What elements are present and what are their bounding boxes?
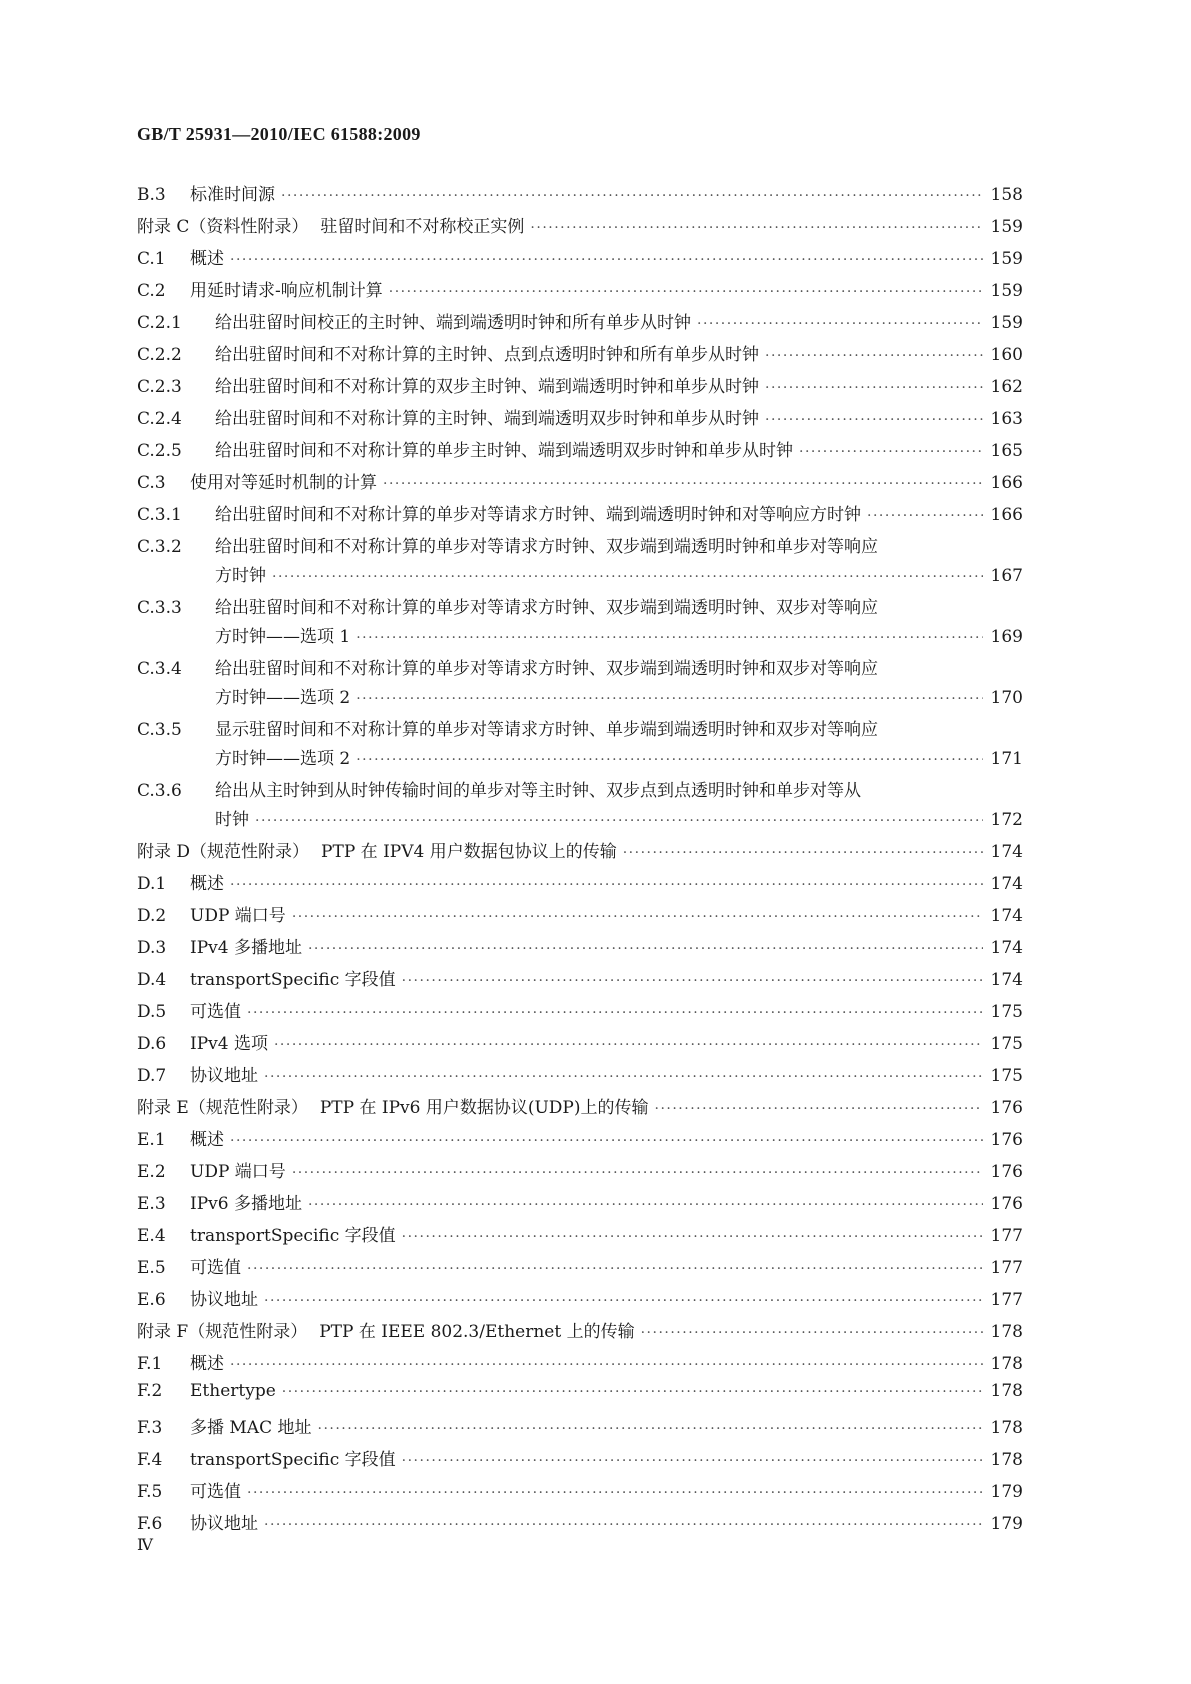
dot-leader xyxy=(530,220,983,236)
toc-entry-page: 165 xyxy=(990,441,1023,461)
toc-entry-e-2[interactable] xyxy=(137,1157,1023,1186)
toc-entry-title: 协议地址 xyxy=(190,1066,258,1086)
toc-entry-title: 概述 xyxy=(190,874,224,894)
toc-entry-d-2[interactable] xyxy=(137,901,1023,930)
toc-entry-number: C.2.2 xyxy=(137,345,182,365)
toc-entry-title-continued: 方时钟——选项 1 xyxy=(215,627,351,647)
toc-entry-page: 163 xyxy=(990,409,1023,429)
toc-entry-f-1[interactable] xyxy=(137,1349,1023,1378)
toc-entry-title: 给出驻留时间和不对称计算的单步主时钟、端到端透明双步时钟和单步从时钟 xyxy=(215,441,793,461)
toc-entry-c-2-4[interactable] xyxy=(137,404,1023,433)
toc-entry-title: 驻留时间和不对称校正实例 xyxy=(320,217,525,237)
toc-entry-e-5[interactable] xyxy=(137,1253,1023,1282)
dot-leader xyxy=(765,412,983,428)
toc-entry-c-2-3[interactable] xyxy=(137,372,1023,401)
toc-entry-d-4[interactable] xyxy=(137,965,1023,994)
toc-entry-c-1[interactable] xyxy=(137,244,1023,273)
toc-entry-number: D.6 xyxy=(137,1034,167,1054)
toc-entry-number: C.2.5 xyxy=(137,441,182,461)
toc-entry-title-continued: 时钟 xyxy=(215,810,249,830)
dot-leader xyxy=(641,1325,983,1341)
toc-entry-title: 标准时间源 xyxy=(190,185,275,205)
toc-entry-number: C.3 xyxy=(137,473,166,493)
toc-entry-page: 159 xyxy=(990,313,1023,333)
toc-entry-title: 显示驻留时间和不对称计算的单步对等请求方时钟、单步端到端透明时钟和双步对等响应 xyxy=(215,720,878,740)
toc-entry-page: 174 xyxy=(990,970,1023,990)
toc-entry-f[interactable] xyxy=(137,1317,1023,1346)
toc-entry-number: C.3.6 xyxy=(137,781,182,801)
toc-entry-e-6[interactable] xyxy=(137,1285,1023,1314)
toc-entry-page: 171 xyxy=(990,749,1023,769)
toc-entry-c[interactable] xyxy=(137,212,1023,241)
toc-entry-title: 给出驻留时间和不对称计算的单步对等请求方时钟、双步端到端透明时钟和双步对等响应 xyxy=(215,659,878,679)
toc-entry-number: F.2 xyxy=(137,1381,163,1401)
dot-leader xyxy=(230,1133,983,1149)
toc-entry-number: F.1 xyxy=(137,1354,163,1374)
toc-entry-page: 175 xyxy=(990,1034,1023,1054)
toc-entry-page: 179 xyxy=(990,1482,1023,1502)
toc-entry-title: PTP 在 IPv6 用户数据协议(UDP)上的传输 xyxy=(319,1098,649,1118)
toc-entry-page: 159 xyxy=(990,217,1023,237)
toc-entry-c-3-5[interactable] xyxy=(137,715,1023,773)
toc-entry-number: C.2.1 xyxy=(137,313,182,333)
toc-entry-title: 概述 xyxy=(190,249,224,269)
toc-entry-page: 177 xyxy=(990,1226,1023,1246)
toc-entry-page: 166 xyxy=(990,473,1023,493)
document-header: GB/T 25931—2010/IEC 61588:2009 xyxy=(137,124,421,144)
toc-entry-title: Ethertype xyxy=(190,1381,276,1401)
dot-leader xyxy=(765,348,983,364)
dot-leader xyxy=(402,973,983,989)
dot-leader xyxy=(799,444,983,460)
toc-entry-d[interactable] xyxy=(137,837,1023,866)
toc-entry-d-1[interactable] xyxy=(137,869,1023,898)
toc-entry-title: 给出从主时钟到从时钟传输时间的单步对等主时钟、双步点到点透明时钟和单步对等从 xyxy=(215,781,861,801)
toc-entry-page: 178 xyxy=(990,1354,1023,1374)
dot-leader xyxy=(356,630,983,646)
dot-leader xyxy=(282,1384,983,1400)
dot-leader xyxy=(274,1037,983,1053)
toc-entry-d-5[interactable] xyxy=(137,997,1023,1026)
toc-entry-number: C.2.4 xyxy=(137,409,182,429)
toc-entry-title: 概述 xyxy=(190,1354,224,1374)
toc-entry-title-continued: 方时钟——选项 2 xyxy=(215,749,351,769)
toc-entry-number: C.3.5 xyxy=(137,720,182,740)
dot-leader xyxy=(230,252,983,268)
toc-entry-number: C.3.2 xyxy=(137,537,182,557)
toc-entry-page: 158 xyxy=(990,185,1023,205)
dot-leader xyxy=(697,316,983,332)
toc-entry-page: 178 xyxy=(990,1450,1023,1470)
dot-leader xyxy=(655,1101,984,1117)
toc-entry-page: 169 xyxy=(990,627,1023,647)
toc-entry-number: 附录 C（资料性附录） xyxy=(137,217,309,237)
toc-entry-number: C.1 xyxy=(137,249,166,269)
toc-entry-c-2[interactable] xyxy=(137,276,1023,305)
dot-leader xyxy=(272,569,983,585)
toc-entry-number: 附录 E（规范性附录） xyxy=(137,1098,308,1118)
toc-entry-title: 用延时请求-响应机制计算 xyxy=(190,281,383,301)
toc-entry-page: 174 xyxy=(990,842,1023,862)
toc-entry-title: 协议地址 xyxy=(190,1514,258,1534)
toc-entry-number: D.5 xyxy=(137,1002,167,1022)
toc-entry-e[interactable] xyxy=(137,1093,1023,1122)
toc-entry-page: 177 xyxy=(990,1258,1023,1278)
toc-entry-title: 多播 MAC 地址 xyxy=(190,1418,312,1438)
toc-entry-page: 176 xyxy=(990,1130,1023,1150)
toc-entry-title-continued: 方时钟——选项 2 xyxy=(215,688,351,708)
dot-leader xyxy=(389,284,983,300)
toc-entry-title: 使用对等延时机制的计算 xyxy=(190,473,377,493)
toc-entry-page: 176 xyxy=(990,1162,1023,1182)
toc-entry-number: C.3.4 xyxy=(137,659,182,679)
toc-entry-title: 给出驻留时间和不对称计算的主时钟、点到点透明时钟和所有单步从时钟 xyxy=(215,345,759,365)
toc-entry-title: 给出驻留时间和不对称计算的主时钟、端到端透明双步时钟和单步从时钟 xyxy=(215,409,759,429)
toc-entry-title: 给出驻留时间校正的主时钟、端到端透明时钟和所有单步从时钟 xyxy=(215,313,691,333)
toc-entry-number: D.7 xyxy=(137,1066,167,1086)
toc-entry-number: F.3 xyxy=(137,1418,163,1438)
toc-entry-number: 附录 D（规范性附录） xyxy=(137,842,310,862)
toc-entry-page: 174 xyxy=(990,938,1023,958)
toc-entry-title: IPv4 选项 xyxy=(190,1034,268,1054)
toc-entry-number: F.6 xyxy=(137,1514,163,1534)
toc-entry-number: C.3.3 xyxy=(137,598,182,618)
toc-entry-number: D.3 xyxy=(137,938,167,958)
toc-entry-title: IPv4 多播地址 xyxy=(190,938,302,958)
toc-entry-number: E.3 xyxy=(137,1194,166,1214)
toc-entry-e-4[interactable] xyxy=(137,1221,1023,1250)
dot-leader xyxy=(308,1197,983,1213)
dot-leader xyxy=(402,1453,983,1469)
toc-entry-title: 协议地址 xyxy=(190,1290,258,1310)
toc-entry-c-3-4[interactable] xyxy=(137,654,1023,712)
toc-entry-c-2-1[interactable] xyxy=(137,308,1023,337)
toc-entry-page: 170 xyxy=(990,688,1023,708)
toc-entry-number: E.2 xyxy=(137,1162,166,1182)
dot-leader xyxy=(281,188,983,204)
toc-entry-c-3[interactable] xyxy=(137,468,1023,497)
toc-entry-page: 179 xyxy=(990,1514,1023,1534)
toc-entry-e-3[interactable] xyxy=(137,1189,1023,1218)
dot-leader xyxy=(264,1293,983,1309)
toc-entry-number: E.1 xyxy=(137,1130,166,1150)
toc-entry-number: 附录 F（规范性附录） xyxy=(137,1322,308,1342)
toc-entry-f-4[interactable] xyxy=(137,1445,1023,1474)
toc-entry-page: 159 xyxy=(990,249,1023,269)
toc-entry-number: B.3 xyxy=(137,185,166,205)
toc-entry-number: D.1 xyxy=(137,874,167,894)
toc-entry-c-3-1[interactable] xyxy=(137,500,1023,529)
dot-leader xyxy=(318,1421,984,1437)
toc-entry-page: 177 xyxy=(990,1290,1023,1310)
toc-entry-d-3[interactable] xyxy=(137,933,1023,962)
toc-entry-page: 159 xyxy=(990,281,1023,301)
toc-entry-number: C.3.1 xyxy=(137,505,182,525)
dot-leader xyxy=(264,1069,983,1085)
toc-entry-number: C.2.3 xyxy=(137,377,182,397)
dot-leader xyxy=(247,1261,983,1277)
toc-entry-f-3[interactable] xyxy=(137,1413,1023,1442)
toc-entry-d-7[interactable] xyxy=(137,1061,1023,1090)
toc-entry-number: C.2 xyxy=(137,281,166,301)
toc-entry-b-3[interactable] xyxy=(137,180,1023,209)
dot-leader xyxy=(356,752,983,768)
toc-entry-title: 给出驻留时间和不对称计算的单步对等请求方时钟、端到端透明时钟和对等响应方时钟 xyxy=(215,505,861,525)
toc-entry-number: E.4 xyxy=(137,1226,166,1246)
toc-entry-title: 给出驻留时间和不对称计算的双步主时钟、端到端透明时钟和单步从时钟 xyxy=(215,377,759,397)
toc-entry-title: 可选值 xyxy=(190,1258,241,1278)
toc-entry-title: 概述 xyxy=(190,1130,224,1150)
toc-entry-title: transportSpecific 字段值 xyxy=(190,1226,396,1246)
toc-entry-title: IPv6 多播地址 xyxy=(190,1194,302,1214)
toc-entry-number: E.6 xyxy=(137,1290,166,1310)
toc-entry-number: F.4 xyxy=(137,1450,163,1470)
toc-entry-title: 给出驻留时间和不对称计算的单步对等请求方时钟、双步端到端透明时钟和单步对等响应 xyxy=(215,537,878,557)
toc-entry-page: 166 xyxy=(990,505,1023,525)
toc-entry-c-3-2[interactable] xyxy=(137,532,1023,590)
toc-entry-page: 175 xyxy=(990,1002,1023,1022)
toc-entry-d-6[interactable] xyxy=(137,1029,1023,1058)
toc-entry-title: PTP 在 IEEE 802.3/Ethernet 上的传输 xyxy=(319,1322,635,1342)
dot-leader xyxy=(383,476,983,492)
toc-entry-page: 176 xyxy=(990,1194,1023,1214)
toc-entry-title: 可选值 xyxy=(190,1002,241,1022)
dot-leader xyxy=(308,941,983,957)
toc-entry-title: PTP 在 IPV4 用户数据包协议上的传输 xyxy=(321,842,617,862)
dot-leader xyxy=(867,508,983,524)
toc-entry-c-3-3[interactable] xyxy=(137,593,1023,651)
toc-entry-title-continued: 方时钟 xyxy=(215,566,266,586)
toc-entry-e-1[interactable] xyxy=(137,1125,1023,1154)
dot-leader xyxy=(402,1229,983,1245)
dot-leader xyxy=(247,1005,983,1021)
dot-leader xyxy=(255,813,983,829)
toc-entry-page: 178 xyxy=(990,1322,1023,1342)
toc-entry-title: 可选值 xyxy=(190,1482,241,1502)
toc-entry-f-5[interactable] xyxy=(137,1477,1023,1506)
dot-leader xyxy=(356,691,983,707)
dot-leader xyxy=(230,1357,983,1373)
table-of-contents xyxy=(137,180,1023,1541)
toc-entry-number: D.2 xyxy=(137,906,167,926)
toc-entry-f-6[interactable] xyxy=(137,1509,1023,1538)
dot-leader xyxy=(765,380,983,396)
toc-entry-page: 172 xyxy=(990,810,1023,830)
dot-leader xyxy=(292,909,983,925)
toc-entry-title: transportSpecific 字段值 xyxy=(190,1450,396,1470)
dot-leader xyxy=(292,1165,983,1181)
toc-entry-page: 175 xyxy=(990,1066,1023,1086)
toc-entry-title: transportSpecific 字段值 xyxy=(190,970,396,990)
toc-entry-c-2-5[interactable] xyxy=(137,436,1023,465)
toc-entry-c-2-2[interactable] xyxy=(137,340,1023,369)
toc-entry-title: UDP 端口号 xyxy=(190,1162,286,1182)
toc-entry-page: 178 xyxy=(990,1381,1023,1401)
toc-entry-page: 176 xyxy=(990,1098,1023,1118)
dot-leader xyxy=(264,1517,983,1533)
page-number: Ⅳ xyxy=(137,1537,153,1554)
toc-entry-page: 162 xyxy=(990,377,1023,397)
toc-entry-title: UDP 端口号 xyxy=(190,906,286,926)
toc-entry-page: 174 xyxy=(990,906,1023,926)
dot-leader xyxy=(230,877,983,893)
toc-entry-title: 给出驻留时间和不对称计算的单步对等请求方时钟、双步端到端透明时钟、双步对等响应 xyxy=(215,598,878,618)
dot-leader xyxy=(623,845,983,861)
dot-leader xyxy=(247,1485,983,1501)
toc-entry-page: 174 xyxy=(990,874,1023,894)
toc-entry-page: 167 xyxy=(990,566,1023,586)
toc-entry-c-3-6[interactable] xyxy=(137,776,1023,834)
toc-entry-page: 160 xyxy=(990,345,1023,365)
toc-entry-number: D.4 xyxy=(137,970,167,990)
toc-entry-f-2[interactable] xyxy=(137,1381,1023,1410)
toc-entry-number: E.5 xyxy=(137,1258,166,1278)
toc-entry-number: F.5 xyxy=(137,1482,163,1502)
toc-entry-page: 178 xyxy=(990,1418,1023,1438)
